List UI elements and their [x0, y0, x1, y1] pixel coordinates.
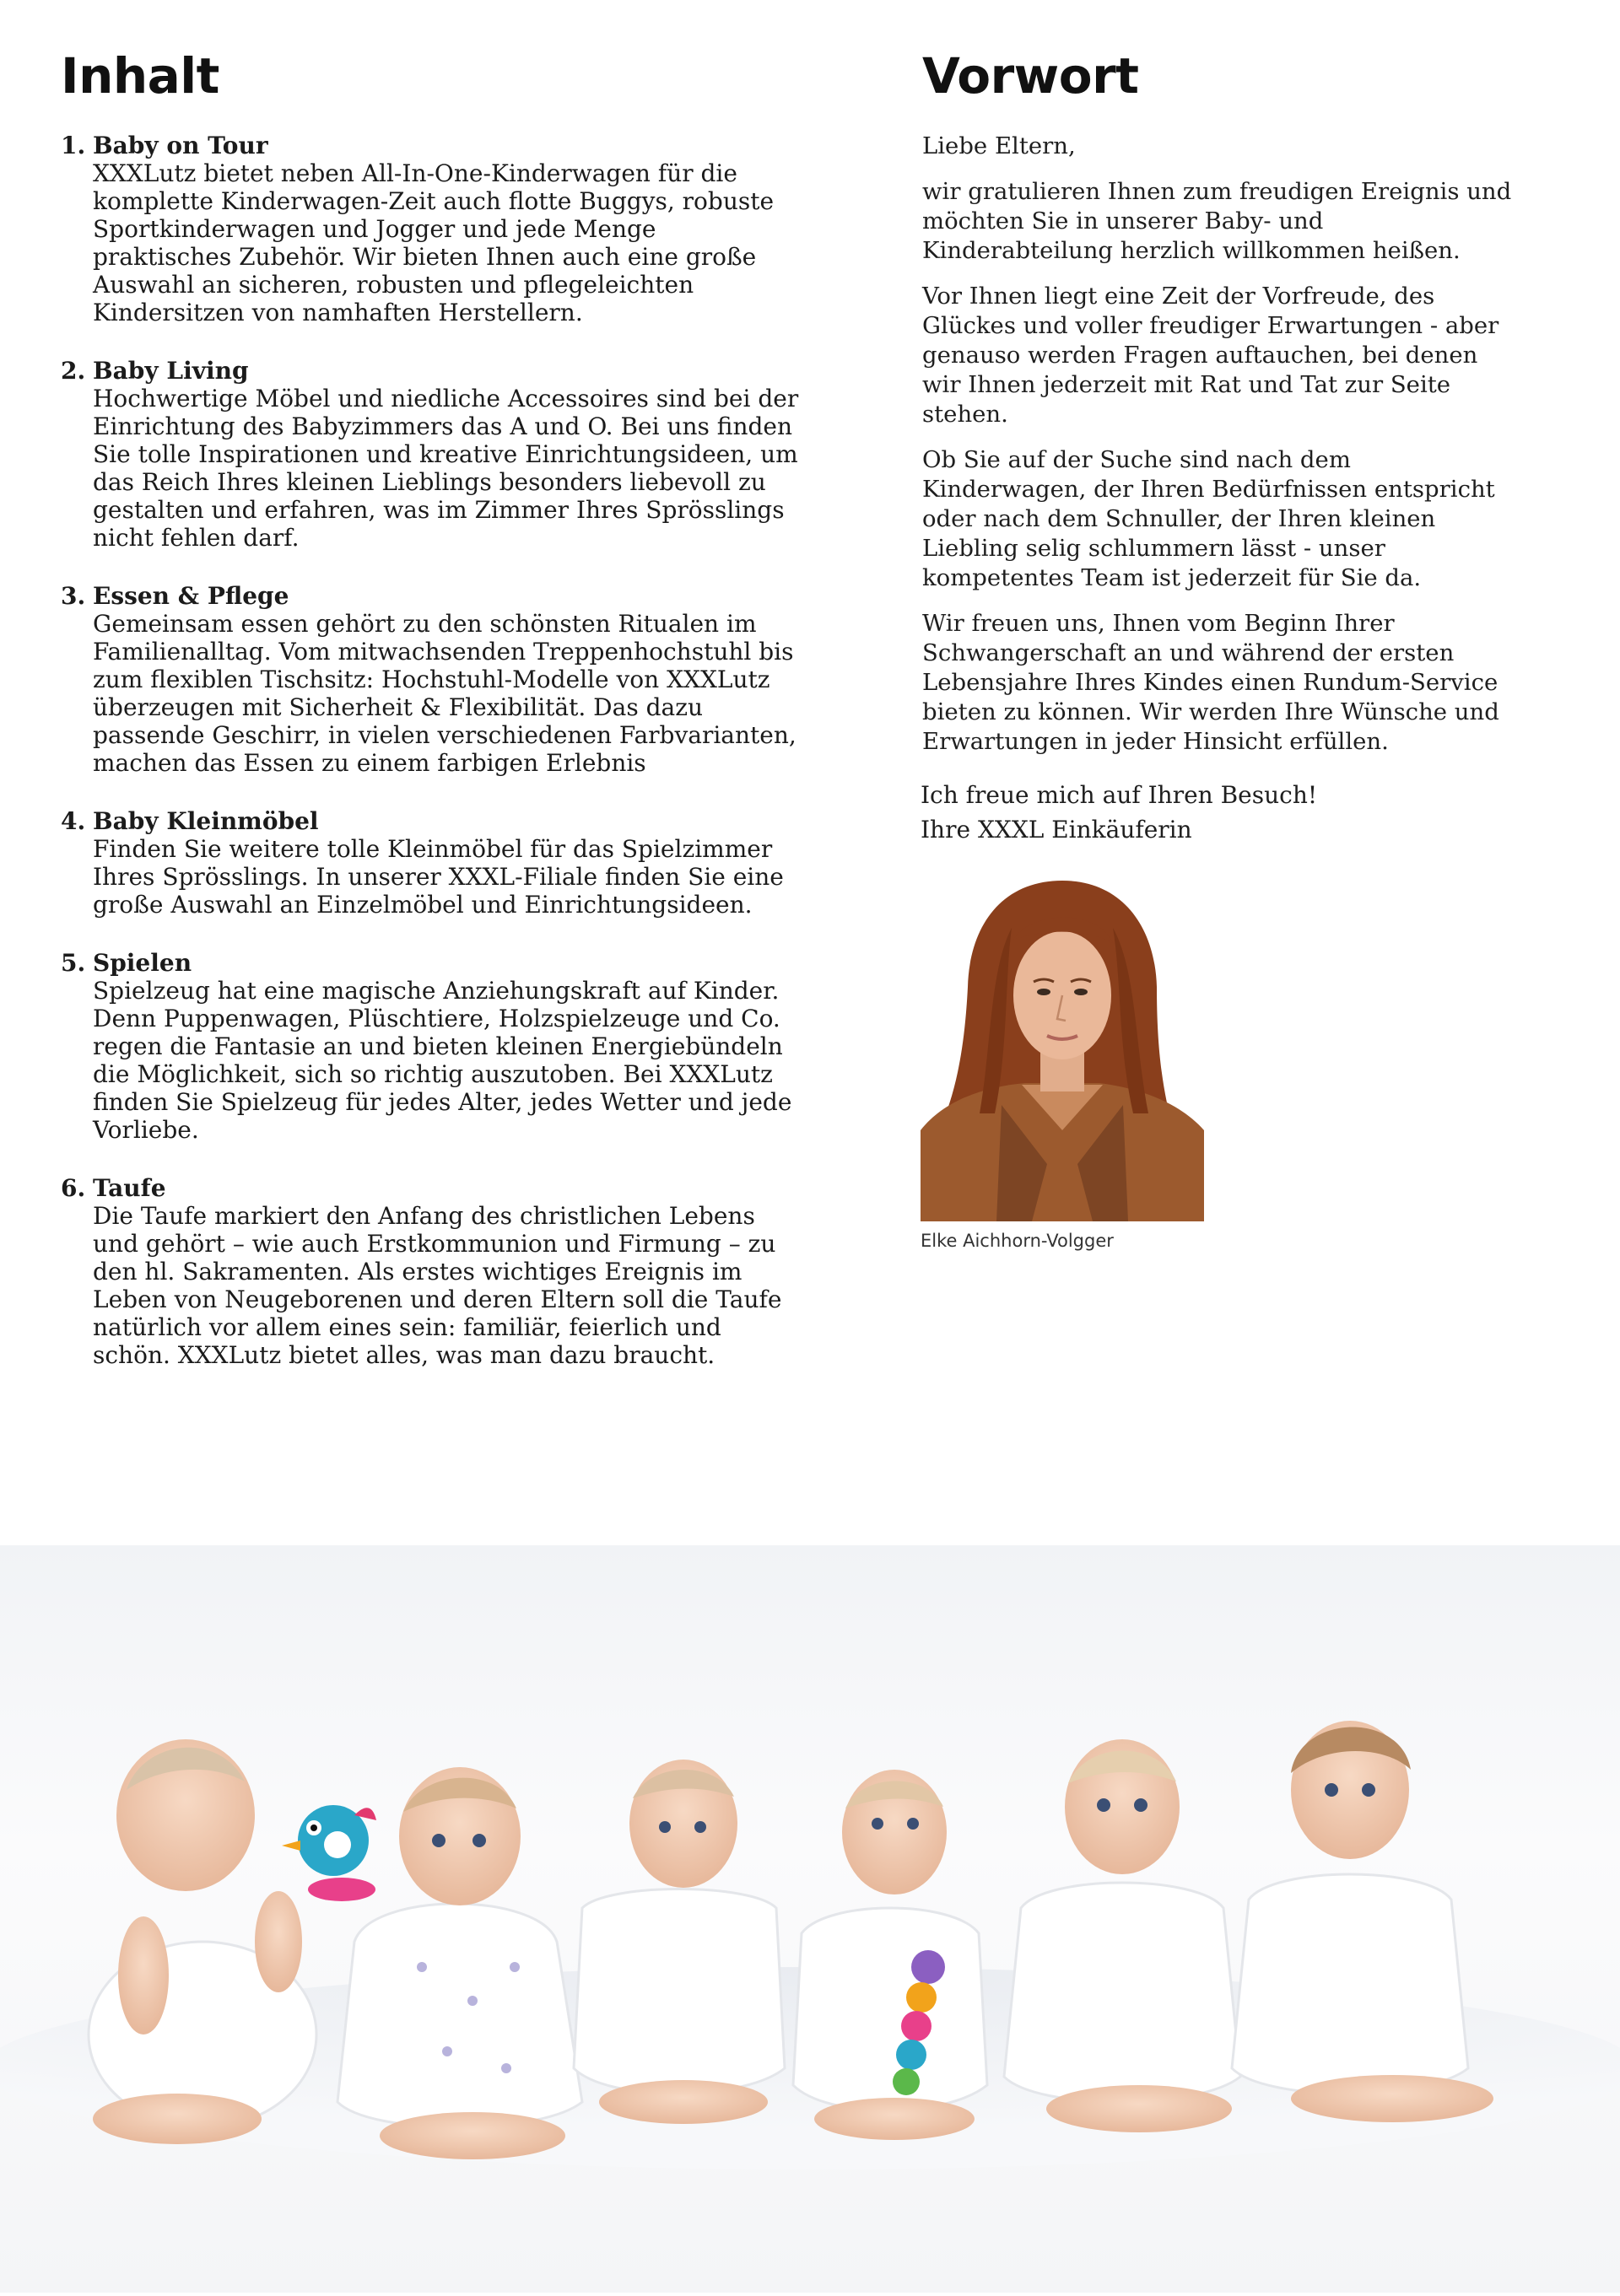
toc-item-essen-pflege	[61, 582, 820, 777]
toc-item-title: Taufe	[93, 1174, 166, 1202]
signature-line: Ihre XXXL Einkäuferin	[921, 816, 1192, 843]
foreword-salutation: Liebe Eltern,	[922, 132, 1076, 159]
toc-item-title: Spielen	[93, 949, 192, 977]
toc-item-spielen	[61, 949, 820, 1144]
toc-item-description: XXXLutz bietet neben All-In-One-Kinderwagen für die komplette Kinderwagen-Zeit auch flotte Buggys, robuste Sportkinderwagen und Jogger und jede Menge praktisches Zubehör. Wir bieten Ihnen auch eine große Auswahl an sicheren, robusten und pflegeleichten Kindersitzen von namhaften Herstellern.	[93, 159, 775, 326]
toc-item-description: Gemeinsam essen gehört zu den schönsten Ritualen im Familienalltag. Vom mitwachsenden Treppenhochstuhl bis zum flexiblen Tischsitz: Hochstuhl-Modelle von XXXLutz überzeugen mit Sicherheit & Flexibilität. Das dazu passende Geschirr, in vielen verschiedenen Farbvarianten, machen das Essen zu einem farbigen Erlebnis	[93, 610, 796, 777]
toc-item-number: 2.	[61, 357, 86, 385]
toc-item-number: 4.	[61, 807, 86, 835]
foreword-paragraph: Vor Ihnen liegt eine Zeit der Vorfreude, des Glückes und voller freudiger Erwartungen - aber genauso werden Fragen auftauchen, bei denen wir Ihnen jederzeit mit Rat und Tat zur Seite stehen.	[922, 283, 1499, 428]
toc-item-description: Hochwertige Möbel und niedliche Accessoires sind bei der Einrichtung des Babyzimmers das A und O. Bei uns finden Sie tolle Inspirationen und kreative Einrichtungsideen, um das Reich Ihres kleinen Lieblings besonders liebevoll zu gestalten und erfahren, was im Zimmer Ihres Sprösslings nicht fehlen darf.	[93, 385, 799, 552]
toc-item-description: Spielzeug hat eine magische Anziehungskraft auf Kinder. Denn Puppenwagen, Plüschtiere, Holzspielzeuge und Co. regen die Fantasie an und bieten kleinen Energiebündeln die Möglichkeit, sich so richtig auszutoben. Bei XXXLutz finden Sie Spielzeug für jedes Alter, jedes Wetter und jede Vorliebe.	[93, 977, 792, 1144]
portrait-illustration	[921, 877, 1204, 1221]
toc-item-taufe	[61, 1174, 820, 1369]
toc-item-number: 6.	[61, 1174, 86, 1202]
toc-item-title: Baby on Tour	[93, 132, 268, 159]
toc-item-baby-kleinmoebel	[61, 807, 820, 919]
toc-item-title: Baby Living	[93, 357, 249, 385]
foreword-text	[922, 132, 1513, 773]
baby-6	[1232, 1721, 1493, 2122]
baby-5	[1004, 1739, 1240, 2132]
baby-2	[338, 1767, 582, 2159]
toy-bird	[282, 1805, 376, 1901]
baby-3	[574, 1760, 785, 2124]
buyer-portrait	[921, 877, 1204, 1221]
babies-photo	[0, 1545, 1620, 2293]
toc-item-number: 1.	[61, 132, 86, 159]
closing-line: Ich freue mich auf Ihren Besuch!	[921, 781, 1318, 809]
foreword-paragraph: Ob Sie auf der Suche sind nach dem Kinderwagen, der Ihren Bedürfnissen entspricht oder nach dem Schnuller, der Ihren kleinen Liebling selig schlummern lässt - unser kompetentes Team ist jederzeit für Sie da.	[922, 446, 1495, 591]
toc-item-title: Baby Kleinmöbel	[93, 807, 319, 835]
toc-item-number: 3.	[61, 582, 86, 610]
foreword-closing	[921, 778, 1511, 847]
foreword-paragraph: Wir freuen uns, Ihnen vom Beginn Ihrer Schwangerschaft an und während der ersten Lebensjahre Ihres Kindes einen Rundum-Service bieten zu können. Wir werden Ihre Wünsche und Erwartungen in jeder Hinsicht erfüllen.	[922, 610, 1499, 755]
toc-item-number: 5.	[61, 949, 86, 977]
foreword-heading: Vorwort	[922, 47, 1139, 105]
toc-item-baby-living	[61, 357, 820, 552]
baby-1	[89, 1739, 316, 2144]
toc-item-description: Die Taufe markiert den Anfang des christlichen Lebens und gehört – wie auch Erstkommunion und Firmung – zu den hl. Sakramenten. Als erstes wichtiges Ereignis im Leben von Neugeborenen und deren Eltern soll die Taufe natürlich vor allem eines sein: familiär, feierlich und schön. XXXLutz bietet alles, was man dazu braucht.	[93, 1202, 782, 1369]
portrait-caption: Elke Aichhorn-Volgger	[921, 1231, 1114, 1251]
foreword-paragraph: wir gratulieren Ihnen zum freudigen Ereignis und möchten Sie in unserer Baby- und Kinderabteilung herzlich willkommen heißen.	[922, 178, 1512, 264]
toc-item-title: Essen & Pflege	[93, 582, 289, 610]
toc-item-baby-on-tour	[61, 132, 820, 326]
toc-item-description: Finden Sie weitere tolle Kleinmöbel für das Spielzimmer Ihres Sprösslings. In unserer XXXL-Filiale finden Sie eine große Auswahl an Einzelmöbel und Einrichtungsideen.	[93, 835, 784, 919]
babies-illustration	[0, 1545, 1620, 2293]
baby-4	[793, 1770, 987, 2140]
toc-heading: Inhalt	[61, 47, 219, 105]
table-of-contents	[61, 132, 820, 1399]
